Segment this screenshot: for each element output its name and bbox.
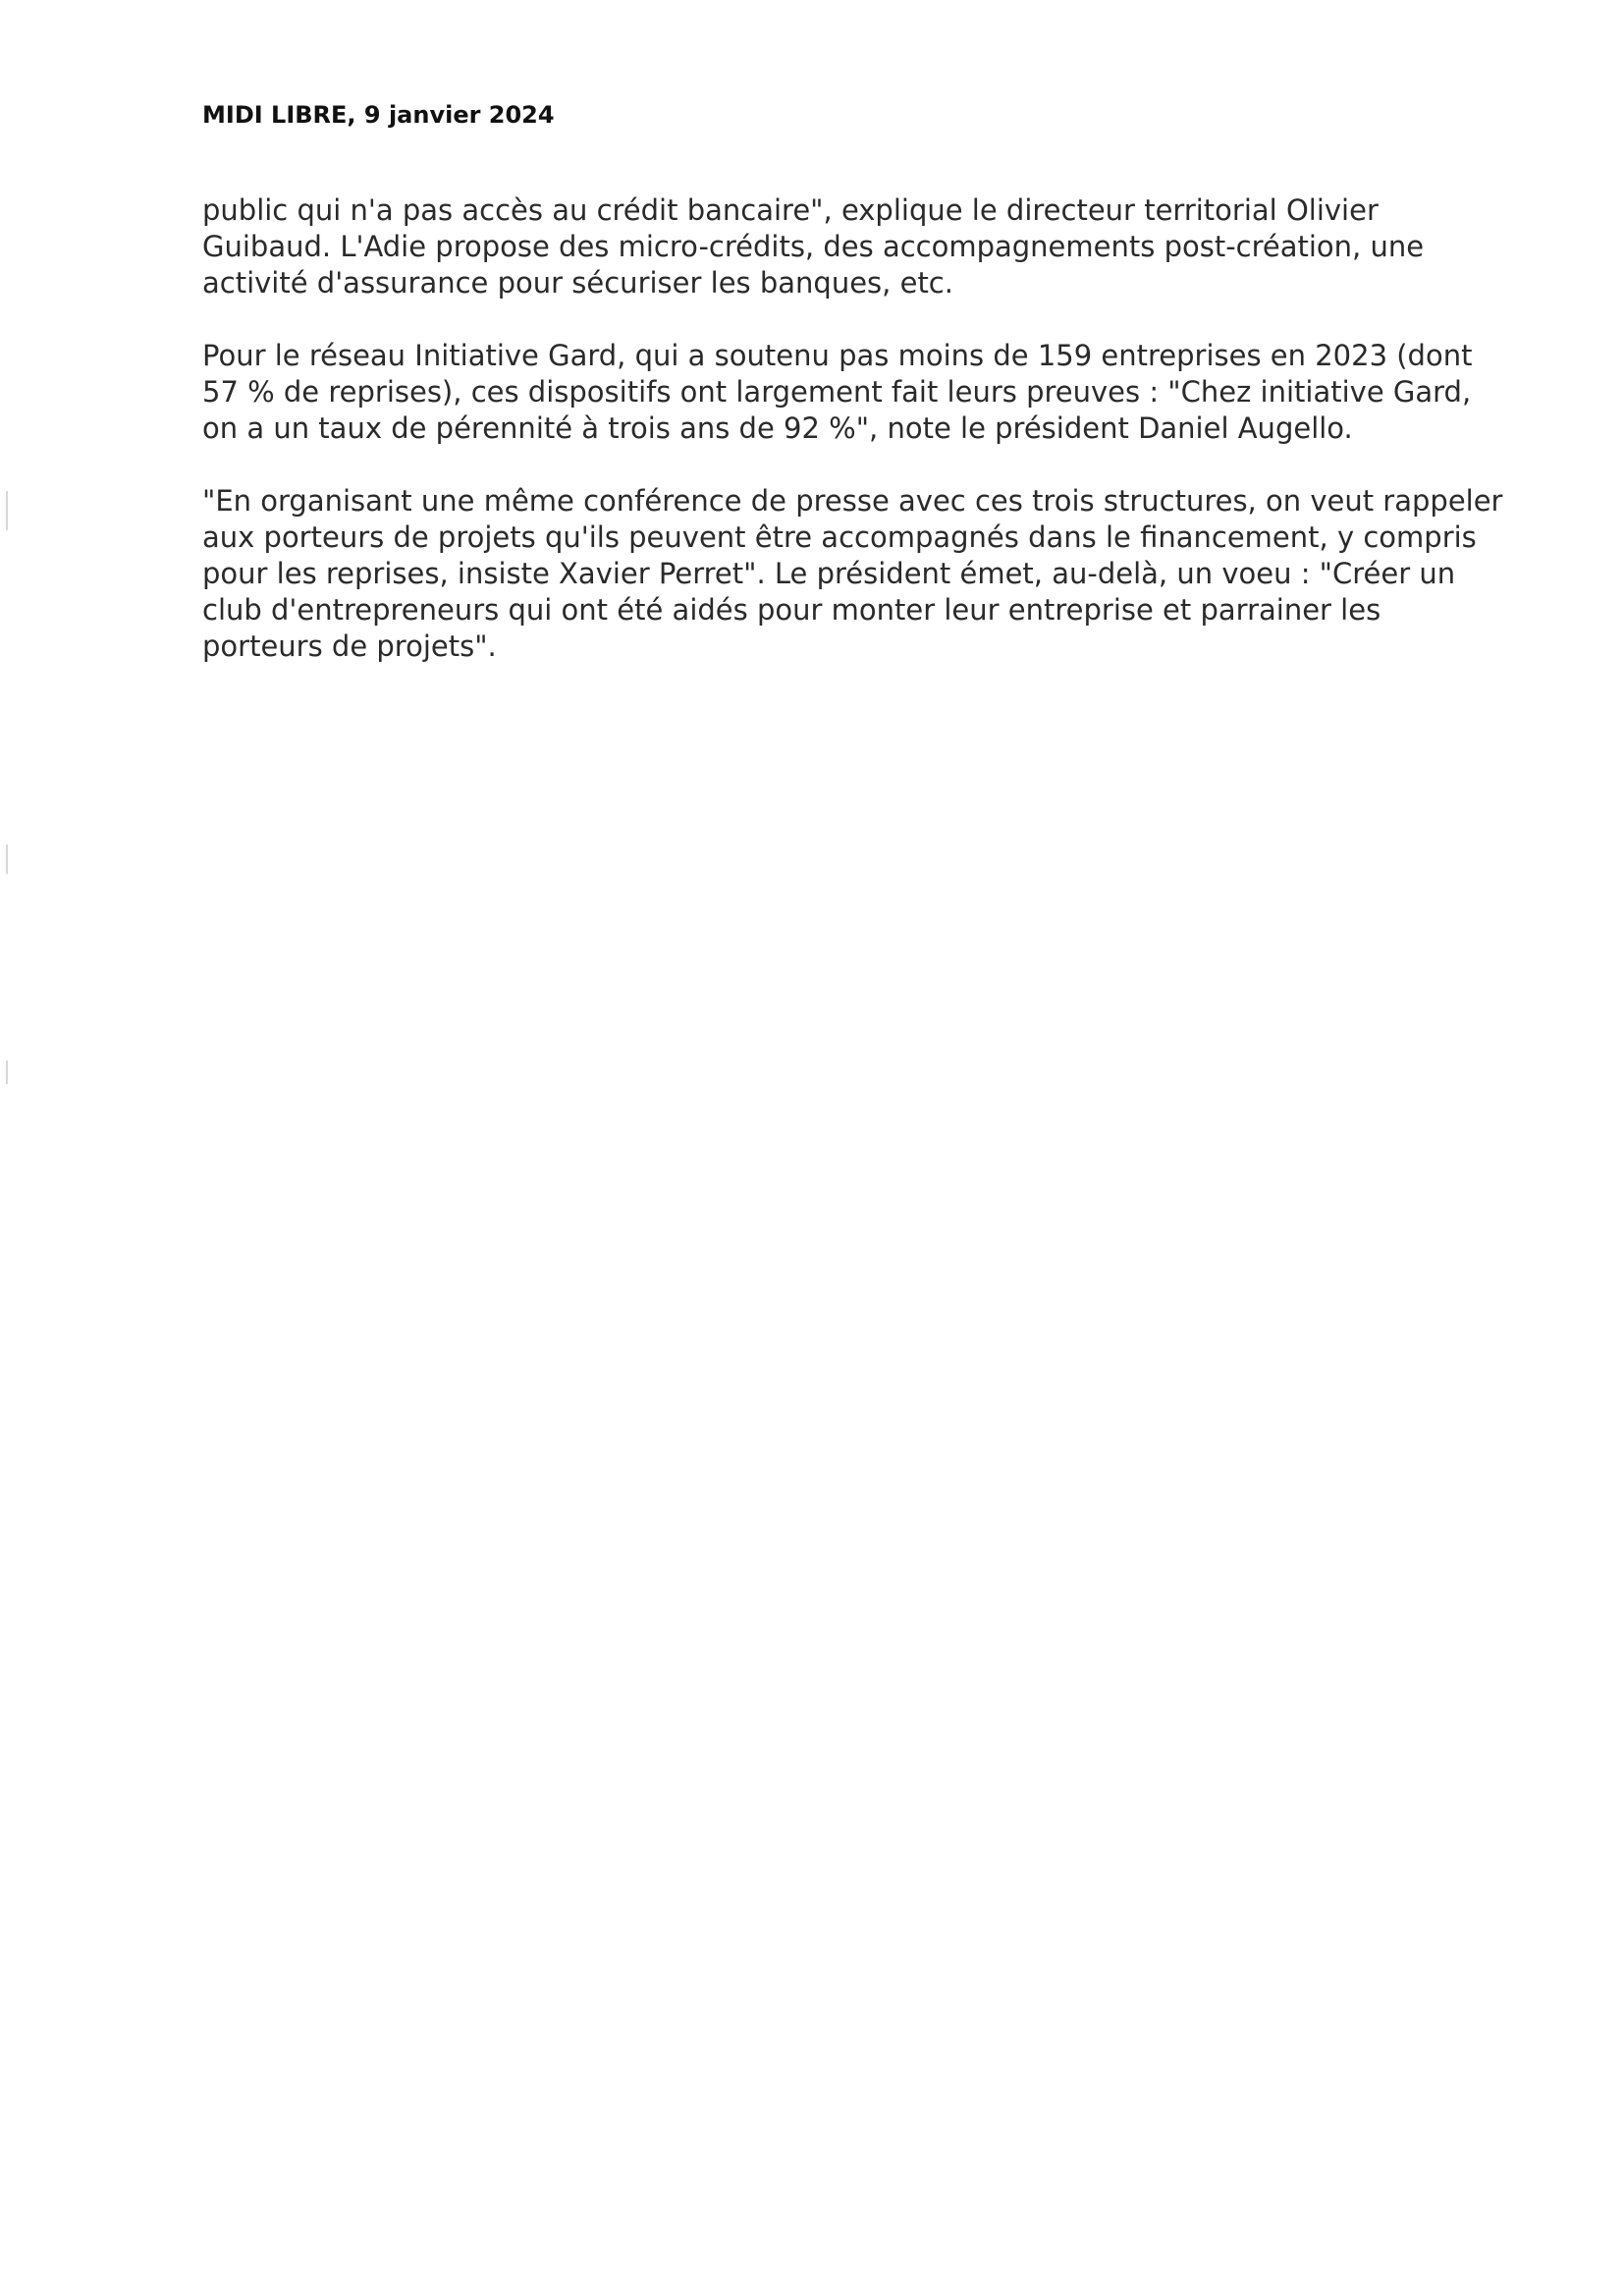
- scan-edge-mark: [6, 1061, 8, 1084]
- text-line: Pour le réseau Initiative Gard, qui a soutenu pas moins de 159 entreprises en 2023 (dont: [202, 339, 1473, 372]
- text-line: activité d'assurance pour sécuriser les banques, etc.: [202, 266, 953, 300]
- paragraph-3: [202, 483, 1508, 665]
- scan-edge-mark: [6, 491, 8, 530]
- paragraph-1: [202, 192, 1508, 301]
- article-body: [202, 192, 1508, 701]
- text-line: aux porteurs de projets qu'ils peuvent être accompagnés dans le financement, y compris: [202, 520, 1477, 554]
- text-line: "En organisant une même conférence de presse avec ces trois structures, on veut rappeler: [202, 484, 1503, 518]
- text-line: 57 % de reprises), ces dispositifs ont largement fait leurs preuves : "Chez initiative Gard,: [202, 375, 1472, 409]
- text-line: porteurs de projets".: [202, 629, 497, 663]
- text-line: club d'entrepreneurs qui ont été aidés pour monter leur entreprise et parrainer les: [202, 593, 1381, 627]
- paragraph-2: [202, 338, 1508, 447]
- text-line: pour les reprises, insiste Xavier Perret". Le président émet, au-delà, un voeu : "Créer un: [202, 557, 1456, 590]
- scan-edge-mark: [6, 845, 8, 874]
- text-line: public qui n'a pas accès au crédit bancaire", explique le directeur territorial Olivier: [202, 193, 1379, 227]
- source-header: MIDI LIBRE, 9 janvier 2024: [202, 101, 555, 129]
- text-line: on a un taux de pérennité à trois ans de 92 %", note le président Daniel Augello.: [202, 411, 1353, 445]
- text-line: Guibaud. L'Adie propose des micro-crédits, des accompagnements post-création, une: [202, 230, 1425, 263]
